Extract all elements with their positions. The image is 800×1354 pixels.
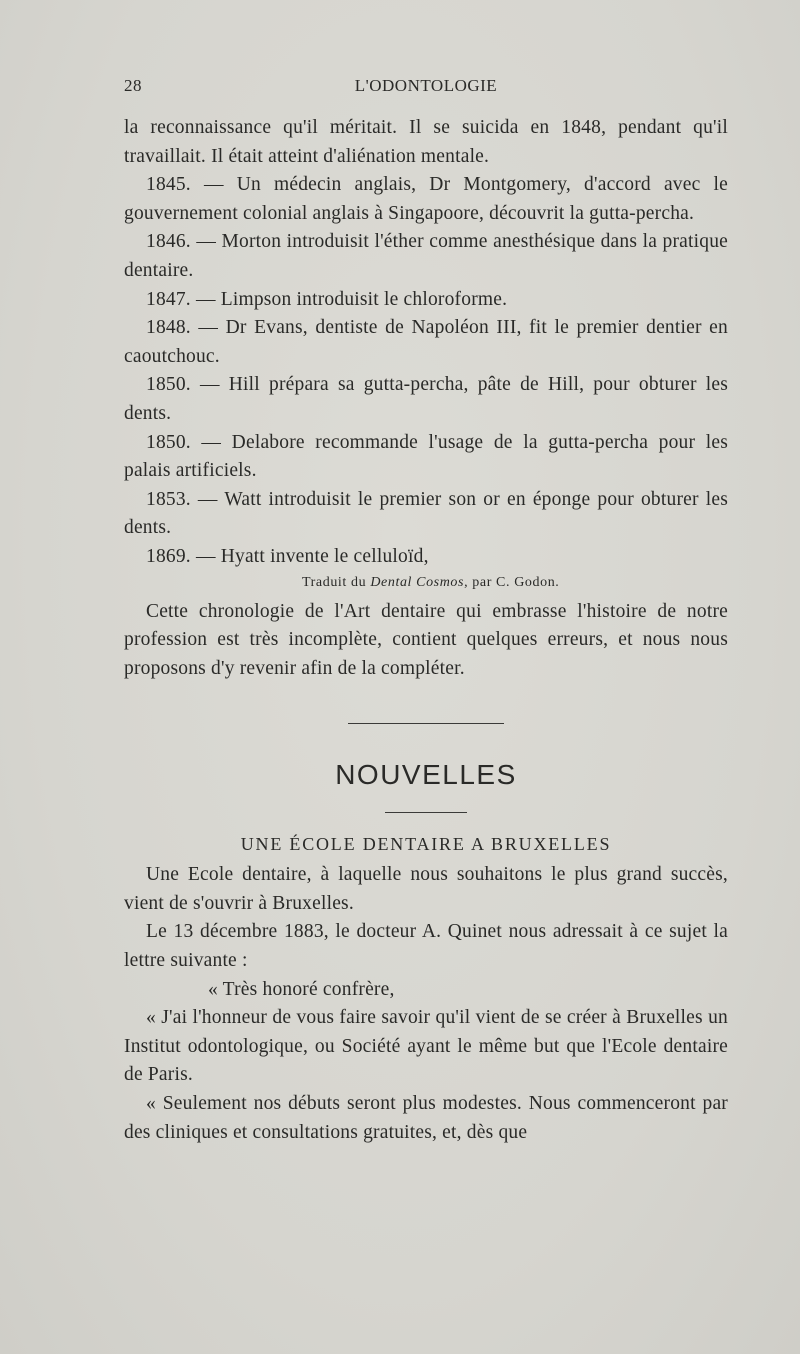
chronology-entry	[124, 429, 728, 486]
entry-text: — Watt introduisit le premier son or en éponge pour obturer les dents.	[124, 488, 728, 539]
entry-year: 1850.	[146, 431, 191, 453]
entry-text: — Un médecin anglais, Dr Montgomery, d'accord avec le gouvernement colonial anglais à Singapoore, découvrit la gutta-percha.	[124, 174, 728, 224]
entry-year: 1847.	[146, 288, 191, 310]
entry-text: — Delabore recommande l'usage de la gutta-percha pour les palais artificiels.	[124, 431, 728, 482]
chronology-entry	[124, 314, 728, 371]
entry-text: — Hyatt invente le celluloïd,	[190, 545, 429, 567]
chronology-entry	[124, 486, 728, 543]
entry-year: 1846.	[146, 231, 191, 253]
entry-text: — Hill prépara sa gutta-percha, pâte de Hill, pour obturer les dents.	[124, 374, 728, 424]
source-suffix: , par C. Godon.	[464, 574, 560, 590]
chronology-entry	[124, 371, 728, 428]
article-paragraph: Une Ecole dentaire, à laquelle nous souhaitons le plus grand succès, vient de s'ouvrir à Bruxelles.	[124, 864, 728, 914]
source-journal: Dental Cosmos	[370, 574, 465, 590]
chronology-entry	[124, 228, 728, 285]
entry-year: 1853.	[146, 488, 191, 510]
entry-year: 1869.	[146, 545, 191, 567]
source-prefix: Traduit du	[302, 574, 371, 590]
chronology-entry	[124, 286, 728, 315]
chronology-entry	[124, 171, 728, 228]
entry-text: — Morton introduisit l'éther comme anesthésique dans la pratique dentaire.	[124, 231, 728, 281]
article-title: UNE ÉCOLE DENTAIRE A BRUXELLES	[240, 834, 612, 855]
entry-year: 1848.	[146, 317, 191, 339]
section-title: NOUVELLES	[335, 759, 517, 791]
chronology-entry	[124, 543, 728, 572]
running-title: L'ODONTOLOGIE	[354, 76, 498, 95]
chronology-continuation: la reconnaissance qu'il méritait. Il se suicida en 1848, pendant qu'il travaillait. Il était atteint d'aliénation mentale.	[124, 117, 728, 167]
page-header	[124, 76, 728, 102]
title-underline	[385, 812, 467, 813]
text-column	[124, 114, 728, 1147]
entry-year: 1845.	[146, 174, 191, 196]
entry-year: 1850.	[146, 374, 191, 396]
letter-paragraph: « Seulement nos débuts seront plus modestes. Nous commenceront par des cliniques et consultations gratuites, et, dès que	[124, 1093, 728, 1143]
page-number: 28	[124, 76, 142, 95]
chronology-closing: Cette chronologie de l'Art dentaire qui embrasse l'histoire de notre profession est très incomplète, contient quelques erreurs, et nous nous proposons d'y revenir afin de la compléter.	[124, 600, 728, 679]
source-attribution	[124, 572, 728, 594]
letter-paragraph: « J'ai l'honneur de vous faire savoir qu'il vient de se créer à Bruxelles un Institut odontologique, ou Société ayant le même but que l'Ecole dentaire de Paris.	[124, 1007, 728, 1086]
letter-salutation: « Très honoré confrère,	[208, 978, 395, 1000]
section-divider	[348, 723, 504, 724]
entry-text: — Limpson introduisit le chloroforme.	[190, 288, 508, 310]
article-paragraph: Le 13 décembre 1883, le docteur A. Quinet nous adressait à ce sujet la lettre suivante :	[124, 921, 728, 972]
entry-text: — Dr Evans, dentiste de Napoléon III, fit le premier dentier en caoutchouc.	[124, 317, 728, 367]
